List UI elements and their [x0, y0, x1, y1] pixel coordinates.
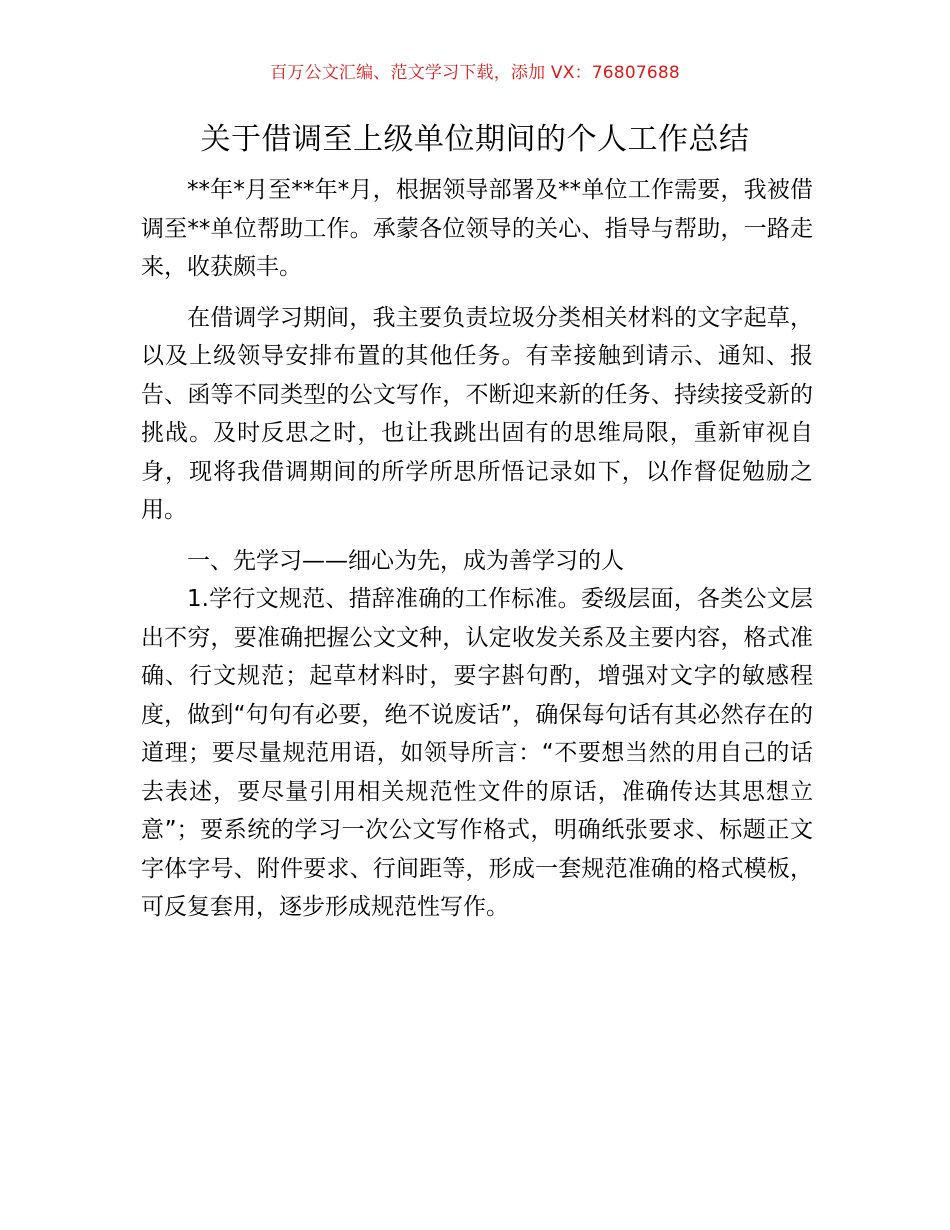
duties-paragraph: 在借调学习期间，我主要负责垃圾分类相关材料的文字起草，以及上级领导安排布置的其他任务。有幸接触到请示、通知、报告、函等不同类型的公文写作，不断迎来新的任务、持续接受新的挑战。及时反思之时，也让我跳出固有的思维局限，重新审视自身，现将我借调期间的所学所思所悟记录如下，以作督促勉励之用。 [141, 304, 813, 523]
promo-header-text: 百万公文汇编、范文学习下载，添加 VX：76807688 [270, 63, 680, 83]
intro-paragraph: **年*月至**年*月，根据领导部署及**单位工作需要，我被借调至**单位帮助工作。承蒙各位领导的关心、指导与帮助，一路走来，收获颇丰。 [141, 177, 813, 280]
section-paragraph: 1.学行文规范、措辞准确的工作标准。委级层面，各类公文层出不穷，要准确把握公文文种，认定收发关系及主要内容，格式准确、行文规范；起草材料时，要字斟句酌，增强对文字的敏感程度，做到“句句有必要，绝不说废话”，确保每句话有其必然存在的道理；要尽量规范用语，如领导所言：“不要想当然的用自己的话去表述，要尽量引用相关规范性文件的原话，准确传达其思想立意”；要系统的学习一次公文写作格式，明确纸张要求、标题正文字体字号、附件要求、行间距等，形成一套规范准确的格式模板，可反复套用，逐步形成规范性写作。 [141, 586, 813, 920]
document-title: 关于借调至上级单位期间的个人工作总结 [200, 122, 750, 157]
document-body [141, 171, 813, 927]
section-heading: 一、先学习——细心为先，成为善学习的人 [187, 547, 624, 574]
